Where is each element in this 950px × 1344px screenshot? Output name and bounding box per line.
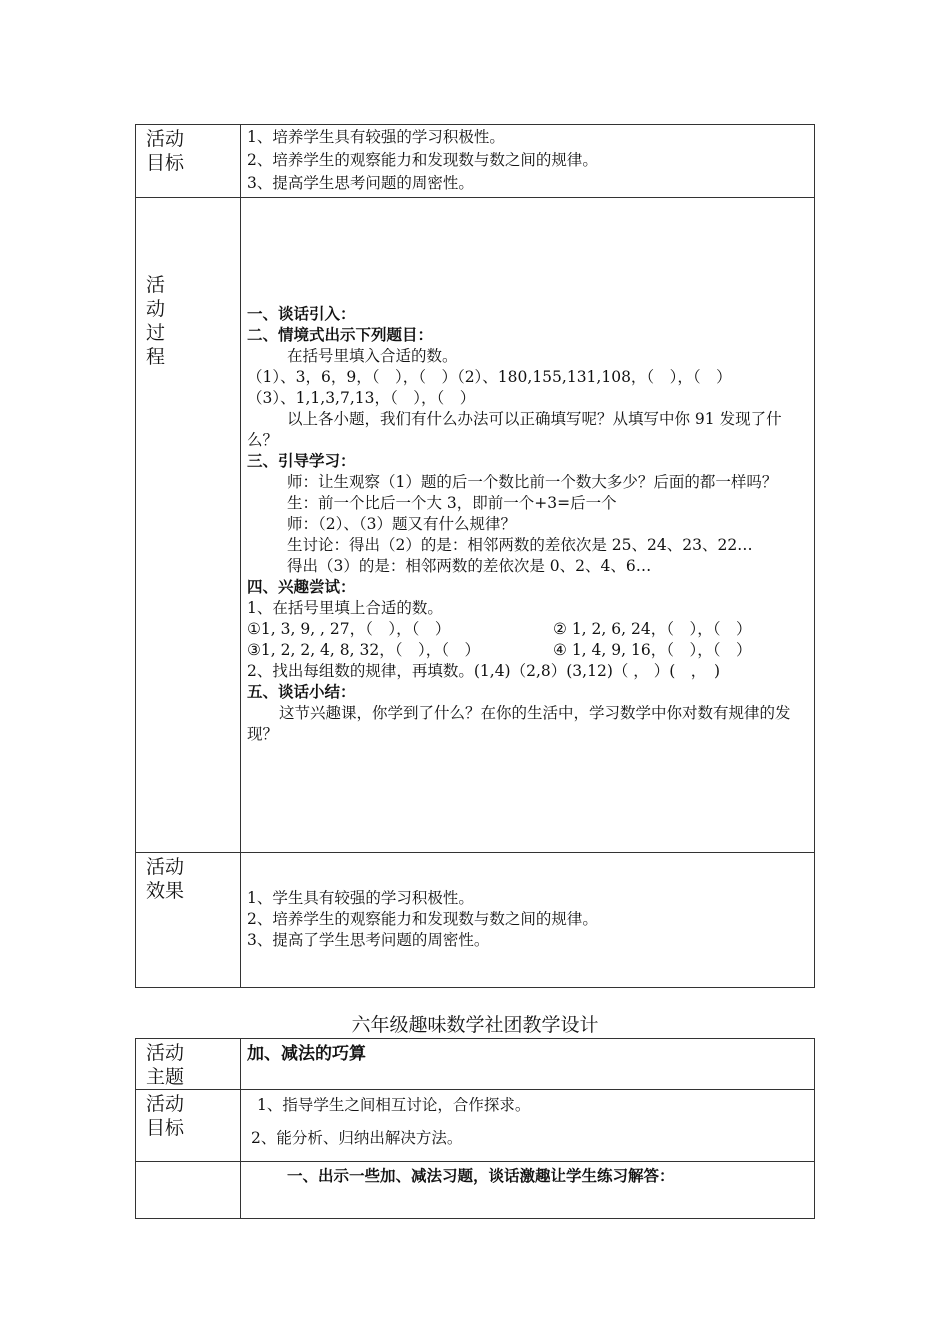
- section-heading: 一、出示一些加、减法习题，谈话激趣让学生练习解答：: [287, 1167, 675, 1185]
- text-line: 师：让生观察（1）题的后一个数比前一个数大多少？后面的都一样吗？: [287, 473, 778, 491]
- text-line: 在括号里填入合适的数。: [287, 347, 458, 365]
- process-row-2: [136, 1162, 815, 1219]
- text-line: 以上各小题，我们有什么办法可以正确填写呢？从填写中你 91 发现了什么？: [247, 410, 782, 449]
- exercise-item: ①1, 3, 9, , 27，（ ），（ ）: [247, 620, 451, 638]
- text-line: 生讨论：得出（2）的是：相邻两数的差依次是 25、24、23、22…: [287, 536, 753, 554]
- exercise-item: ④ 1, 4, 9, 16，（ ），（ ）: [553, 641, 752, 659]
- goal-item: 2、能分析、归纳出解决方法。: [251, 1129, 463, 1147]
- goal-item: 1、培养学生具有较强的学习积极性。: [247, 128, 505, 146]
- effect-row: [136, 853, 815, 988]
- section-heading: 五、谈话小结：: [247, 683, 356, 701]
- exercise-item: ③1, 2, 2, 4, 8, 32，（ ），（ ）: [247, 641, 480, 659]
- goal-content: [241, 125, 815, 198]
- effect-item: 1、学生具有较强的学习积极性。: [247, 889, 474, 907]
- goal-row: [136, 125, 815, 198]
- activity-table-1: [135, 124, 815, 988]
- exercise-item: ② 1, 2, 6, 24，（ ），（ ）: [553, 620, 752, 638]
- text-line: （1）、3，6，9，（ ），（ ）（2）、180,155,131,108，（ ），（ ）: [247, 368, 732, 386]
- effect-content: [241, 853, 815, 988]
- section-heading: 二、情境式出示下列题目：: [247, 326, 434, 344]
- exercise-row: [247, 619, 808, 640]
- section-heading: 四、兴趣尝试：: [247, 578, 356, 596]
- process-content-2: [241, 1162, 815, 1219]
- activity-table-2: [135, 1038, 815, 1219]
- topic-label: 活动 主题: [136, 1039, 241, 1090]
- effect-item: 2、培养学生的观察能力和发现数与数之间的规律。: [247, 910, 598, 928]
- process-row: [136, 198, 815, 853]
- text-line: 得出（3）的是：相邻两数的差依次是 0、2、4、6…: [287, 557, 652, 575]
- section-heading: 一、谈话引入：: [247, 305, 356, 323]
- process-content: [241, 198, 815, 853]
- goal-content-2: [241, 1090, 815, 1162]
- goal-item: 2、培养学生的观察能力和发现数与数之间的规律。: [247, 151, 598, 169]
- goal-row-2: [136, 1090, 815, 1162]
- topic-content: [241, 1039, 815, 1090]
- text-line: 1、在括号里填上合适的数。: [247, 599, 443, 617]
- text-line: 2、找出每组数的规律，再填数。(1,4)（2,8）(3,12)（ ， ）( ， ): [247, 662, 721, 680]
- exercise-row: [247, 640, 808, 661]
- goal-item: 1、指导学生之间相互讨论，合作探求。: [257, 1096, 531, 1114]
- text-line: （3）、1,1,3,7,13，（ ），（ ）: [247, 389, 476, 407]
- process-label: 活 动 过 程: [136, 198, 241, 853]
- text-line: 这节兴趣课，你学到了什么？在你的生活中，学习数学中你对数有规律的发现？: [247, 704, 791, 743]
- effect-label: 活动 效果: [136, 853, 241, 988]
- section-heading: 三、引导学习：: [247, 452, 356, 470]
- topic-row: [136, 1039, 815, 1090]
- goal-label: 活动 目标: [136, 125, 241, 198]
- goal-label-2: 活动 目标: [136, 1090, 241, 1162]
- text-line: 生：前一个比后一个大 3，即前一个+3=后一个: [287, 494, 617, 512]
- effect-item: 3、提高了学生思考问题的周密性。: [247, 931, 490, 949]
- process-label-2: [136, 1162, 241, 1219]
- topic-title: 加、减法的巧算: [247, 1044, 366, 1064]
- document-title: 六年级趣味数学社团教学设计: [351, 1014, 599, 1036]
- text-line: 师：（2）、（3）题又有什么规律？: [287, 515, 516, 533]
- goal-item: 3、提高学生思考问题的周密性。: [247, 174, 474, 192]
